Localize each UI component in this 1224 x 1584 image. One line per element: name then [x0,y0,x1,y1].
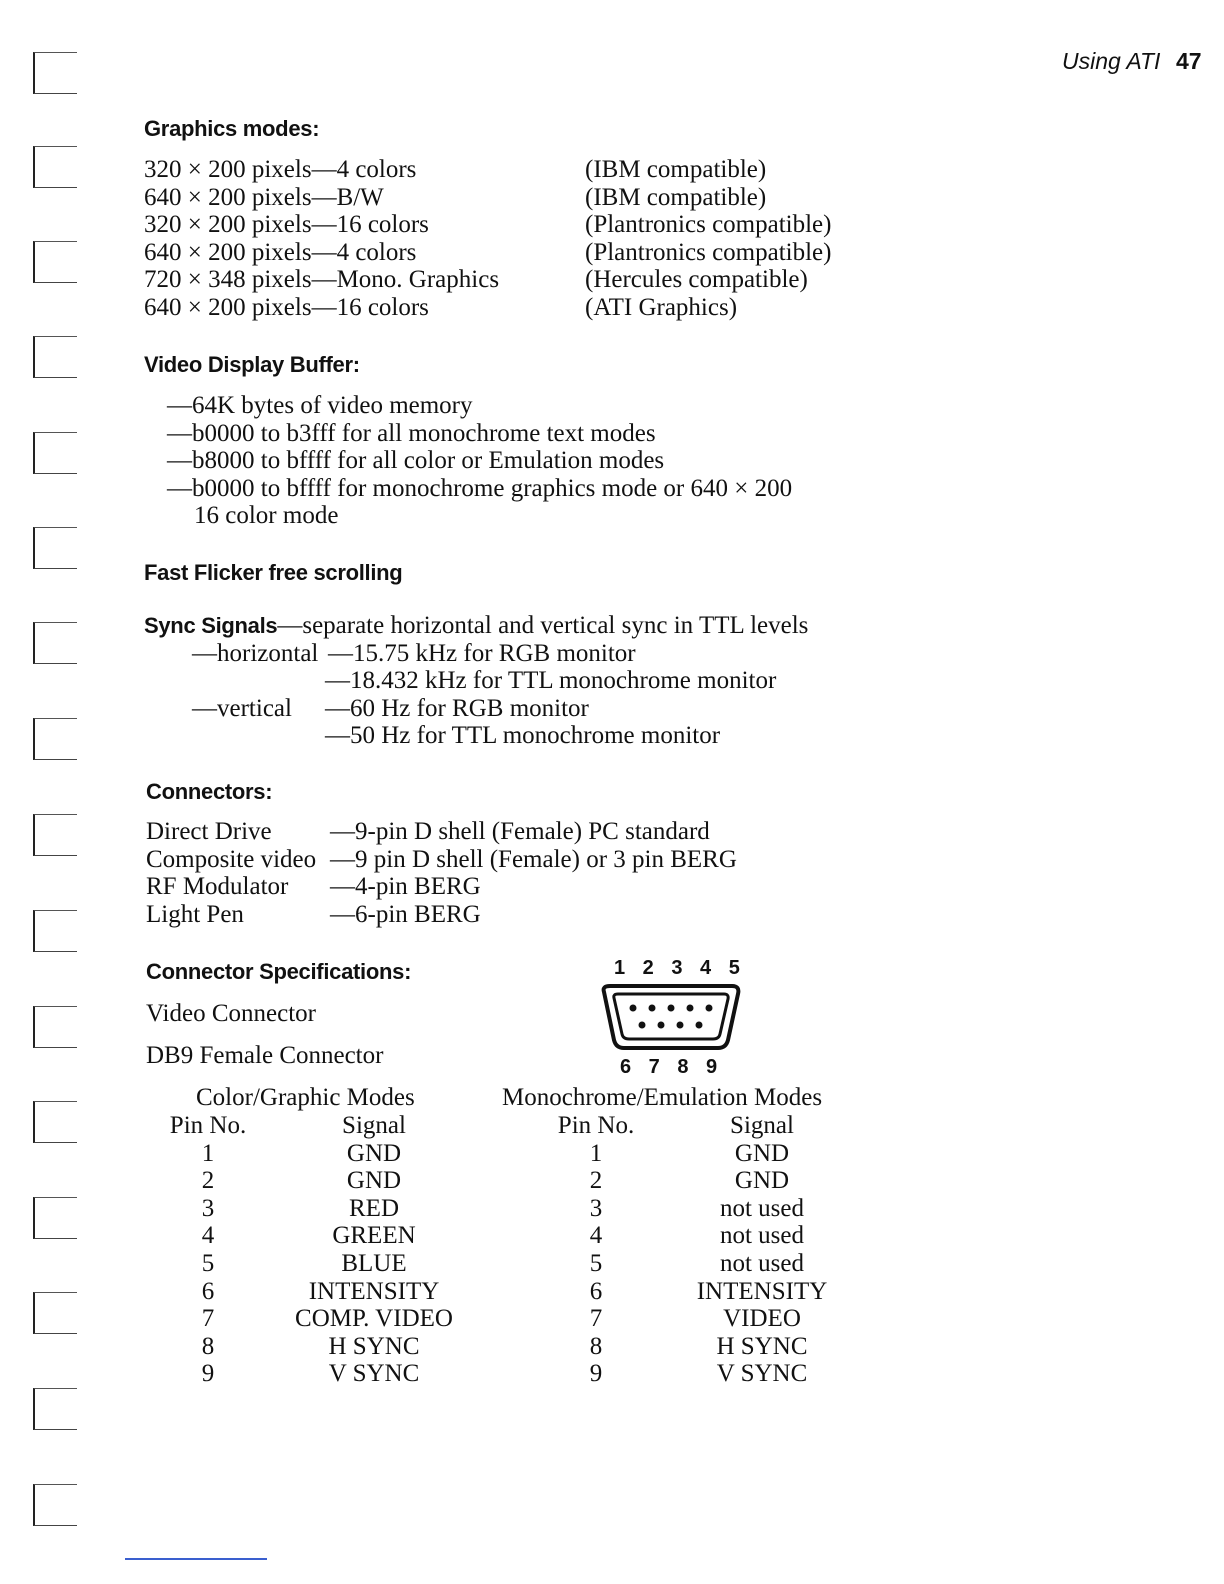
binder-tab [33,910,77,952]
table-row [160,1195,480,1223]
binder-tab [33,146,77,188]
pin-signal: GND [346,1139,402,1167]
binder-tab [33,241,77,283]
graphics-compat: (Hercules compatible) [585,266,808,294]
db9-label: DB9 Female Connector [146,1042,384,1069]
graphics-compat-list [585,156,831,322]
pin-signal: H SYNC [328,1332,420,1360]
table-row [160,1222,480,1250]
pin-number: 2 [201,1167,215,1195]
connector-name: Direct Drive [146,818,272,845]
graphics-modes-heading: Graphics modes: [144,116,320,141]
table-row [548,1333,848,1361]
graphics-compat: (Plantronics compatible) [585,211,832,239]
mono-table-title: Monochrome/Emulation Modes [502,1084,823,1111]
table-row [160,1278,480,1306]
table-row [548,1305,848,1333]
pin-signal: INTENSITY [696,1277,828,1305]
connector-desc: —6-pin BERG [330,900,481,928]
graphics-modes-list [144,156,499,322]
pin-signal: GND [346,1167,402,1195]
graphics-compat: (IBM compatible) [585,183,767,211]
binder-tab [33,527,77,569]
binder-tab [33,622,77,664]
graphics-compat: (IBM compatible) [585,156,767,183]
binder-tab [33,336,77,378]
sync-signals-line [144,612,808,640]
pin-signal: BLUE [341,1249,407,1277]
color-table-title: Color/Graphic Modes [196,1084,415,1111]
table-header-signal: Signal [730,1112,794,1139]
sync-vertical-label: —vertical [192,695,292,722]
pin-signal: COMP. VIDEO [295,1305,453,1333]
sync-horizontal-label: —horizontal [192,640,319,667]
sync-signals-label: Sync Signals [144,613,278,638]
pin-signal: GND [734,1139,790,1167]
db9-bottom-pin-numbers: 6 7 8 9 [620,1056,724,1078]
table-row [548,1112,848,1140]
binder-tab [33,432,77,474]
video-buffer-item: 16 color mode [194,502,339,530]
pin-number: 4 [201,1222,215,1250]
binder-tab [33,1101,77,1143]
video-connector-label: Video Connector [146,1000,316,1027]
bottom-rule [125,1558,267,1560]
table-header-pin: Pin No. [557,1112,635,1139]
pin-number: 7 [201,1305,215,1333]
table-row [160,1333,480,1361]
connector-name: RF Modulator [146,873,289,901]
pin-number: 5 [201,1249,215,1277]
sync-vertical-1: —60 Hz for RGB monitor [325,695,589,722]
graphics-mode: 320 × 200 pixels—4 colors [144,156,417,183]
graphics-mode: 320 × 200 pixels—16 colors [144,211,429,239]
connector-desc: —4-pin BERG [330,873,481,901]
running-header-title: Using ATI [1062,48,1161,74]
graphics-compat: (Plantronics compatible) [585,238,832,266]
pin-signal: V SYNC [716,1360,808,1388]
table-row [160,1140,480,1168]
graphics-mode: 640 × 200 pixels—B/W [144,183,384,211]
binder-tab [33,718,77,760]
scrolling-heading: Fast Flicker free scrolling [144,560,403,585]
pin-signal: GND [734,1167,790,1195]
table-row [548,1222,848,1250]
table-row [548,1360,848,1388]
pin-signal: V SYNC [328,1360,420,1388]
graphics-mode: 720 × 348 pixels—Mono. Graphics [144,266,500,294]
table-row [160,1250,480,1278]
binder-tab [33,1006,77,1048]
graphics-mode: 640 × 200 pixels—16 colors [144,293,429,321]
table-row [548,1250,848,1278]
pin-number: 6 [201,1277,215,1305]
binder-tab [33,1388,77,1430]
video-buffer-item: —b0000 to b3fff for all monochrome text modes [167,419,656,447]
pin-number: 7 [589,1305,603,1333]
video-buffer-list [167,392,792,530]
pin-signal: H SYNC [716,1332,808,1360]
connectors-heading: Connectors: [146,779,273,804]
pin-signal: INTENSITY [308,1277,440,1305]
connector-descs [330,818,737,928]
connector-specs-heading: Connector Specifications: [146,959,412,984]
sync-horizontal-2: —18.432 kHz for TTL monochrome monitor [325,667,777,694]
table-row [160,1167,480,1195]
table-row [548,1167,848,1195]
page-number: 47 [1176,48,1202,74]
binder-tab [33,1197,77,1239]
video-buffer-item: —b0000 to bffff for monochrome graphics mode or 640 × 200 [167,474,793,502]
pin-number: 5 [589,1249,603,1277]
pin-number: 4 [589,1222,603,1250]
sync-horizontal-1: —15.75 kHz for RGB monitor [328,640,636,667]
table-row [548,1195,848,1223]
connector-desc: —9 pin D shell (Female) or 3 pin BERG [330,845,737,873]
table-row [160,1360,480,1388]
pin-number: 9 [589,1360,603,1388]
connector-name: Light Pen [146,900,244,928]
sync-vertical-2: —50 Hz for TTL monochrome monitor [325,722,721,749]
color-table [160,1112,480,1388]
pin-number: 1 [589,1139,603,1167]
binder-tab [33,814,77,856]
pin-signal: not used [719,1249,805,1277]
pin-signal: not used [719,1222,805,1250]
pin-signal: VIDEO [723,1305,801,1333]
pin-number: 9 [201,1360,215,1388]
video-buffer-item: —b8000 to bffff for all color or Emulation modes [167,447,665,475]
table-header-pin: Pin No. [169,1112,247,1139]
db9-top-pin-numbers: 1 2 3 4 5 [614,957,746,979]
binder-tab [33,52,77,94]
pin-number: 8 [589,1332,603,1360]
pin-signal: GREEN [332,1222,416,1250]
graphics-compat: (ATI Graphics) [585,293,738,321]
pin-number: 1 [201,1139,215,1167]
mono-table [548,1112,848,1388]
table-row [160,1305,480,1333]
pin-number: 8 [201,1332,215,1360]
table-row [548,1278,848,1306]
video-buffer-item: —64K bytes of video memory [167,392,473,419]
db9-connector-icon [598,982,744,1054]
pin-number: 3 [201,1194,215,1222]
binder-tab [33,1292,77,1334]
connector-desc: —9-pin D shell (Female) PC standard [330,818,710,845]
table-header-signal: Signal [342,1112,406,1139]
pin-number: 2 [589,1167,603,1195]
binder-tab [33,1484,77,1526]
connector-name: Composite video [146,845,317,873]
pin-number: 6 [589,1277,603,1305]
table-row [548,1140,848,1168]
pin-number: 3 [589,1194,603,1222]
pin-signal: RED [349,1194,399,1222]
sync-signals-text: —separate horizontal and vertical sync in TTL levels [277,612,809,639]
graphics-mode: 640 × 200 pixels—4 colors [144,238,417,266]
video-buffer-heading: Video Display Buffer: [144,352,360,377]
pin-signal: not used [719,1194,805,1222]
connector-names [146,818,316,928]
table-row [160,1112,480,1140]
